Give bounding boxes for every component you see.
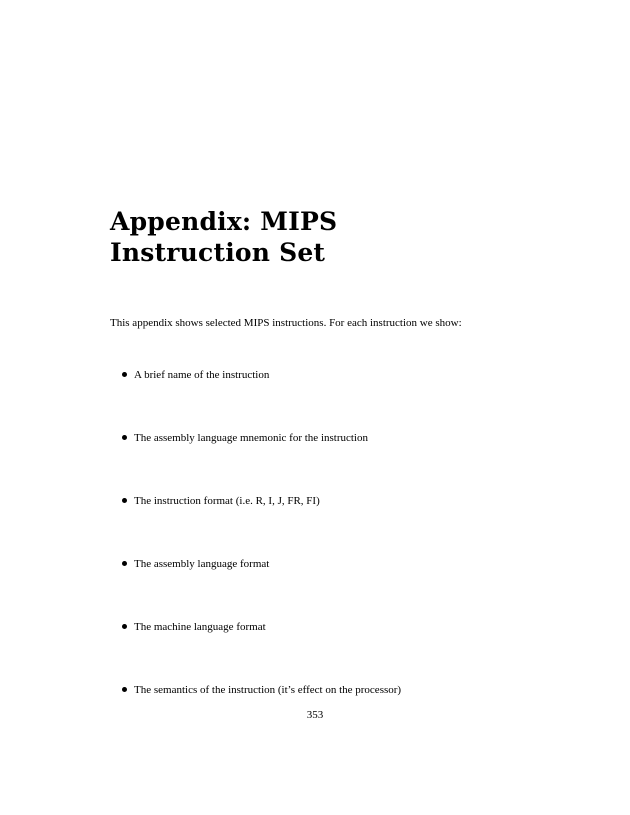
bullet-icon	[122, 372, 127, 377]
list-item-text: The instruction format (i.e. R, I, J, FR, FI)	[134, 495, 320, 507]
list-item	[122, 431, 542, 445]
title-line-1: Appendix: MIPS	[110, 207, 338, 236]
intro-paragraph: This appendix shows selected MIPS instructions. For each instruction we show:	[110, 317, 462, 329]
list-item-text: The semantics of the instruction (it’s effect on the processor)	[134, 684, 402, 696]
list-item	[122, 368, 542, 382]
list-item	[122, 683, 542, 697]
bullet-icon	[122, 687, 127, 692]
list-item-text: The machine language format	[134, 621, 266, 633]
list-item-text: The assembly language mnemonic for the instruction	[134, 432, 368, 444]
list-item	[122, 557, 542, 571]
bullet-icon	[122, 624, 127, 629]
bullet-icon	[122, 435, 127, 440]
page-number: 353	[306, 709, 324, 721]
list-item	[122, 494, 542, 508]
list-item	[122, 620, 542, 634]
bullet-icon	[122, 498, 127, 503]
title-line-2: Instruction Set	[110, 238, 326, 267]
list-item-text: The assembly language format	[134, 558, 270, 570]
bullet-icon	[122, 561, 127, 566]
page-title	[110, 206, 530, 268]
list-item-text: A brief name of the instruction	[134, 369, 270, 381]
